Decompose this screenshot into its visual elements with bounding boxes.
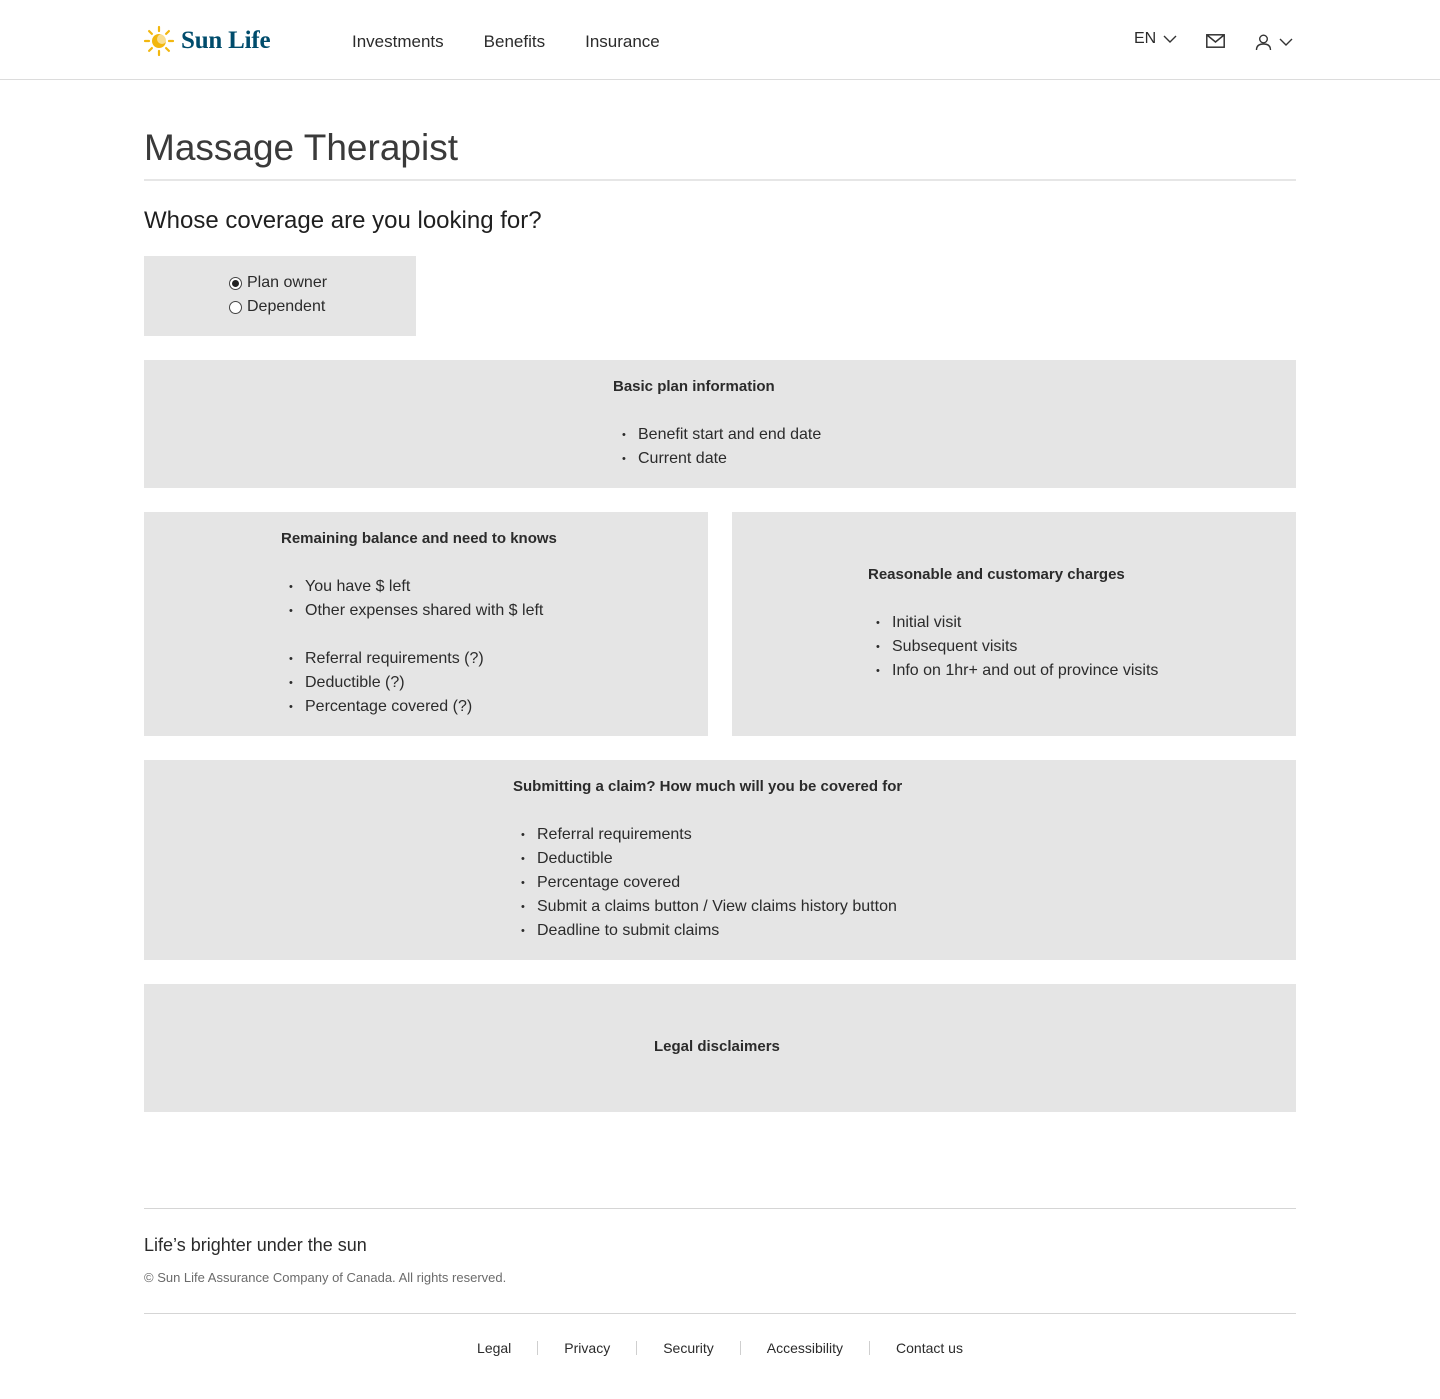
radio-label: Plan owner [247, 274, 328, 291]
list-item: • Initial visit [876, 611, 1158, 635]
remaining-balance-panel [144, 512, 708, 736]
nav-investments[interactable]: Investments [352, 32, 444, 51]
footer-copyright: © Sun Life Assurance Company of Canada. All rights reserved. [144, 1270, 507, 1285]
user-icon [1255, 34, 1272, 51]
footer-tagline: Life’s brighter under the sun [144, 1235, 367, 1255]
chevron-down-icon [1279, 38, 1293, 47]
legal-disclaimers-panel [144, 984, 1296, 1112]
footer-link-contact[interactable]: Contact us [896, 1340, 963, 1356]
panel-title: Submitting a claim? How much will you be covered for [513, 778, 903, 795]
list-item: • You have $ left [289, 575, 543, 599]
list-item: • Referral requirements (?) [289, 647, 484, 671]
list-item: • Subsequent visits [876, 635, 1158, 659]
footer-divider [144, 1208, 1296, 1209]
bullet-list [289, 647, 484, 719]
logo-wordmark: Sun Life [181, 27, 271, 54]
footer-link-accessibility[interactable]: Accessibility [766, 1340, 844, 1356]
chevron-down-icon [1163, 35, 1177, 44]
list-item: • Deductible (?) [289, 671, 484, 695]
customary-charges-panel [732, 512, 1296, 736]
sun-life-logo[interactable] [143, 24, 270, 58]
list-item: • Percentage covered [521, 871, 897, 895]
radio-label: Dependent [247, 298, 326, 315]
list-item: • Benefit start and end date [622, 423, 821, 447]
footer-separator [636, 1341, 637, 1355]
footer-separator [537, 1341, 538, 1355]
account-menu[interactable] [1255, 34, 1293, 51]
nav-insurance[interactable]: Insurance [585, 32, 660, 51]
footer-link-privacy[interactable]: Privacy [564, 1340, 611, 1356]
bullet-list [521, 823, 897, 943]
title-divider [144, 179, 1296, 181]
bullet-list [289, 575, 543, 623]
page-title: Massage Therapist [144, 127, 458, 168]
list-item: • Deadline to submit claims [521, 919, 897, 943]
mail-icon [1206, 34, 1225, 48]
coverage-question: Whose coverage are you looking for? [144, 207, 542, 234]
panel-title: Remaining balance and need to knows [281, 530, 557, 547]
list-item: • Info on 1hr+ and out of province visits [876, 659, 1158, 683]
radio-button-checked[interactable] [229, 277, 242, 290]
submitting-claim-panel [144, 760, 1296, 960]
panel-title: Reasonable and customary charges [868, 566, 1125, 583]
list-item: • Deductible [521, 847, 897, 871]
main-nav [352, 32, 700, 52]
radio-plan-owner[interactable] [229, 274, 327, 292]
footer-links [0, 1340, 1440, 1356]
mail-button[interactable] [1206, 34, 1225, 48]
panel-title: Basic plan information [613, 378, 775, 395]
bullet-list [622, 423, 821, 471]
sun-logo-icon [143, 25, 175, 57]
site-header [0, 0, 1440, 80]
language-selector[interactable] [1134, 30, 1177, 48]
footer-link-legal[interactable]: Legal [477, 1340, 512, 1356]
panel-title: Legal disclaimers [654, 1038, 780, 1055]
footer-separator [869, 1341, 870, 1355]
radio-dependent[interactable] [229, 298, 325, 316]
list-item: • Other expenses shared with $ left [289, 599, 543, 623]
language-label: EN [1134, 30, 1157, 47]
list-item: • Current date [622, 447, 821, 471]
bullet-list [876, 611, 1158, 683]
list-item: • Percentage covered (?) [289, 695, 484, 719]
footer-divider [144, 1313, 1296, 1314]
footer-link-security[interactable]: Security [663, 1340, 714, 1356]
nav-benefits[interactable]: Benefits [483, 32, 546, 51]
coverage-radio-group [144, 256, 416, 336]
radio-button-unchecked[interactable] [229, 301, 242, 314]
list-item: • Submit a claims button / View claims history button [521, 895, 897, 919]
list-item: • Referral requirements [521, 823, 897, 847]
basic-plan-panel [144, 360, 1296, 488]
footer-separator [740, 1341, 741, 1355]
